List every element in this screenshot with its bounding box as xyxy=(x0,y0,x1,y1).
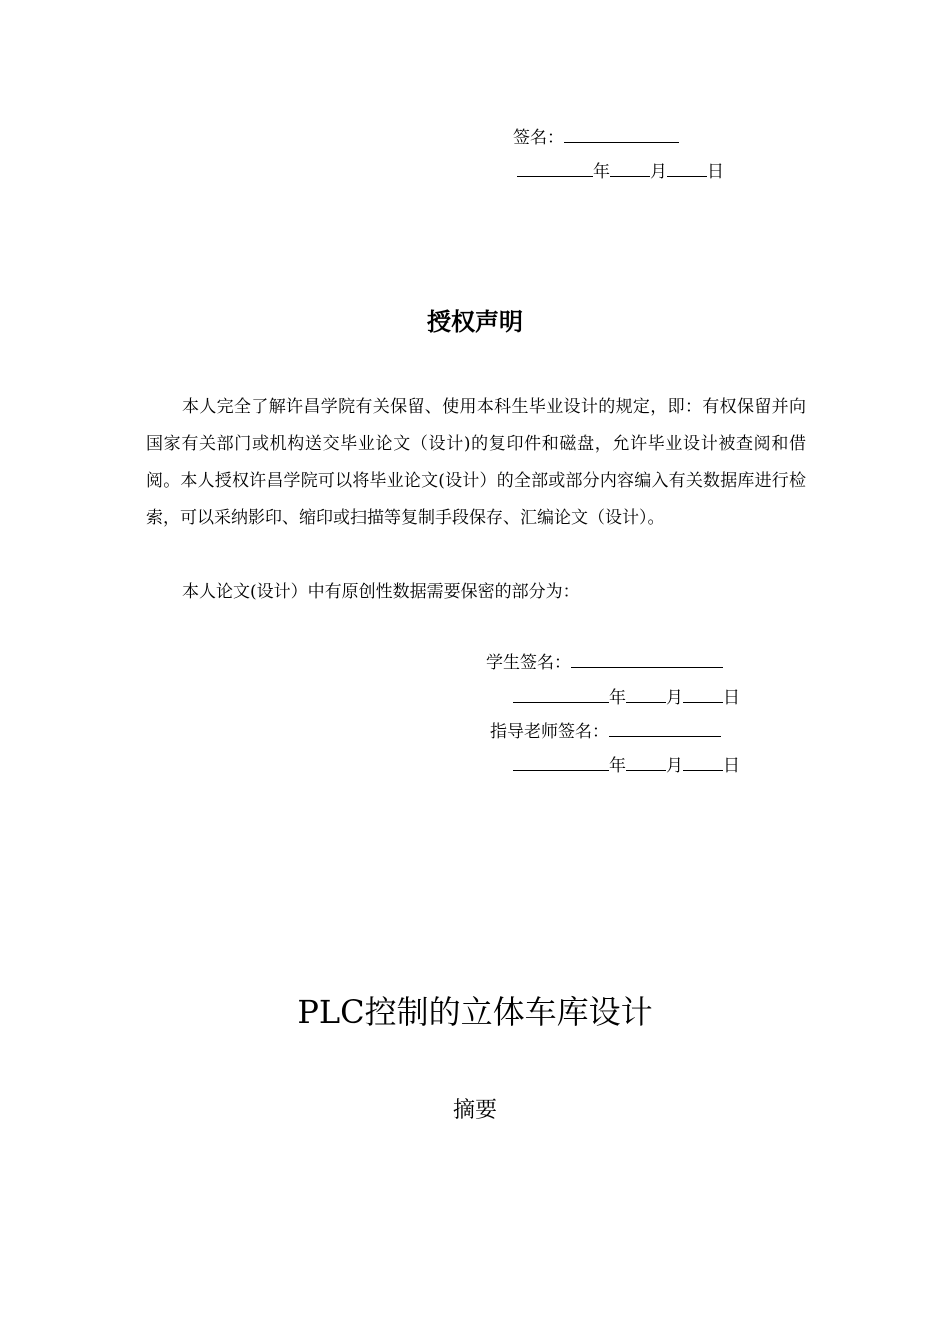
authorization-paragraph-2: 本人论文(设计）中有原创性数据需要保密的部分为： xyxy=(182,582,580,602)
top-year-blank[interactable] xyxy=(517,159,593,177)
advisor-month-label: 月 xyxy=(666,756,683,776)
top-signature-line xyxy=(513,125,679,150)
advisor-month-blank[interactable] xyxy=(626,753,666,771)
top-signature-blank[interactable] xyxy=(564,125,679,143)
student-day-blank[interactable] xyxy=(683,685,723,703)
student-year-label: 年 xyxy=(609,688,626,708)
advisor-day-blank[interactable] xyxy=(683,753,723,771)
authorization-paragraph-1: 本人完全了解许昌学院有关保留、使用本科生毕业设计的规定，即：有权保留并向国家有关部门或机构送交毕业论文（设计)的复印件和磁盘，允许毕业设计被查阅和借阅。本人授权许昌学院可以将毕业论文(设计）的全部或部分内容编入有关数据库进行检索，可以采纳影印、缩印或扫描等复制手段保存、汇编论文（设计）。 xyxy=(146,397,806,528)
advisor-day-label: 日 xyxy=(723,756,740,776)
advisor-signature-line xyxy=(490,719,721,744)
top-year-label: 年 xyxy=(593,162,610,182)
student-date-line xyxy=(513,685,740,710)
top-date-line xyxy=(517,159,724,184)
student-signature-line xyxy=(486,650,723,675)
advisor-date-line xyxy=(513,753,740,778)
abstract-heading: 摘要 xyxy=(452,1098,497,1123)
student-year-blank[interactable] xyxy=(513,685,609,703)
advisor-year-label: 年 xyxy=(609,756,626,776)
advisor-year-blank[interactable] xyxy=(513,753,609,771)
thesis-title: PLC控制的立体车库设计 xyxy=(297,993,653,1031)
authorization-title: 授权声明 xyxy=(427,308,523,336)
student-month-blank[interactable] xyxy=(626,685,666,703)
top-month-label: 月 xyxy=(650,162,667,182)
top-day-label: 日 xyxy=(707,162,724,182)
student-signature-blank[interactable] xyxy=(571,650,723,668)
student-month-label: 月 xyxy=(666,688,683,708)
top-month-blank[interactable] xyxy=(610,159,650,177)
top-signature-label: 签名： xyxy=(513,128,564,148)
student-signature-label: 学生签名： xyxy=(486,653,571,673)
advisor-signature-label: 指导老师签名： xyxy=(490,722,609,742)
advisor-signature-blank[interactable] xyxy=(609,719,721,737)
student-day-label: 日 xyxy=(723,688,740,708)
top-day-blank[interactable] xyxy=(667,159,707,177)
